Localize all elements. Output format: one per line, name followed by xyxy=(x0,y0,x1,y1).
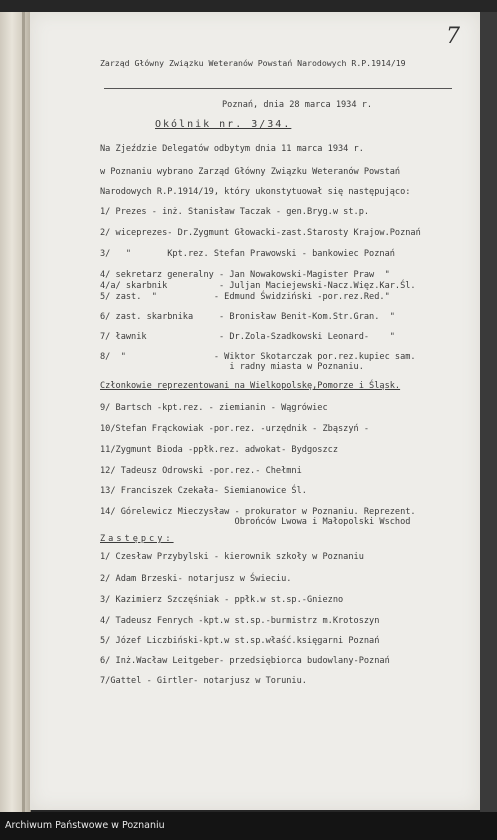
deputy-entry: 4/ Tadeusz Fenrych -kpt.w st.sp.-burmistrz m.Krotoszyn xyxy=(100,616,380,626)
board-entry: 2/ wiceprezes- Dr.Zygmunt Głowacki-zast.Starosty Krajow.Poznań xyxy=(100,228,421,238)
letterhead: Zarząd Główny Związku Weteranów Powstań Narodowych R.P.1914/19 xyxy=(100,58,406,68)
regional-entry: 14/ Górelewicz Mieczysław - prokurator w Poznaniu. Reprezent. xyxy=(100,507,416,517)
regional-entry-continuation: Obrońców Lwowa i Małopolski Wschod xyxy=(100,517,411,527)
date-line: Poznań, dnia 28 marca 1934 r. xyxy=(222,100,373,110)
deputy-entry: 6/ Inż.Wacław Leitgeber- przedsiębiorca budowlany-Poznań xyxy=(100,656,390,666)
board-entry: 4/ sekretarz generalny - Jan Nowakowski-Magister Praw " xyxy=(100,270,390,280)
regional-entry: 10/Stefan Frąckowiak -por.rez. -urzędnik - Zbąszyń - xyxy=(100,424,370,434)
binding-spine xyxy=(0,12,31,812)
circular-title: Okólnik nr. 3/34. xyxy=(155,119,292,130)
board-entry: 5/ zast. " - Edmund Świdziński -por.rez.Red." xyxy=(100,292,390,302)
regional-entry: 11/Zygmunt Bioda -ppłk.rez. adwokat- Bydgoszcz xyxy=(100,445,338,455)
board-entry: 6/ zast. skarbnika - Bronisław Benit-Kom.Str.Gran. " xyxy=(100,312,395,322)
regional-entry: 9/ Bartsch -kpt.rez. - ziemianin - Wągrówiec xyxy=(100,403,328,413)
deputy-entry: 7/Gattel - Girtler- notarjusz w Toruniu. xyxy=(100,676,307,686)
regional-entry: 13/ Franciszek Czekała- Siemianowice Śl. xyxy=(100,486,307,496)
intro-line: Narodowych R.P.1914/19, który ukonstytuował się następująco: xyxy=(100,187,411,197)
letterhead-rule xyxy=(104,88,452,89)
intro-line: Na Zjeździe Delegatów odbytym dnia 11 marca 1934 r. xyxy=(100,144,364,154)
board-entry-continuation: i radny miasta w Poznaniu. xyxy=(100,362,364,372)
regional-entry: 12/ Tadeusz Odrowski -por.rez.- Chełmni xyxy=(100,466,302,476)
deputy-entry: 5/ Józef Liczbiński-kpt.w st.sp.właść.księgarni Poznań xyxy=(100,636,380,646)
deputy-entry: 2/ Adam Brzeski- notarjusz w Świeciu. xyxy=(100,574,292,584)
board-entry: 4/a/ skarbnik - Juljan Maciejewski-Nacz.Więz.Kar.Śl. xyxy=(100,281,416,291)
binding-edge xyxy=(22,12,25,812)
intro-line: w Poznaniu wybrano Zarząd Główny Związku Weteranów Powstań xyxy=(100,167,401,177)
handwritten-page-number: 7 xyxy=(446,24,460,49)
archive-footer-bar xyxy=(0,812,497,840)
board-entry: 1/ Prezes - inż. Stanisław Taczak - gen.Bryg.w st.p. xyxy=(100,207,370,217)
deputy-entry: 3/ Kazimierz Szczęśniak - ppłk.w st.sp.-Gniezno xyxy=(100,595,344,605)
board-entry: 3/ " Kpt.rez. Stefan Prawowski - bankowiec Poznań xyxy=(100,249,395,259)
board-entry: 7/ ławnik - Dr.Zola-Szadkowski Leonard- " xyxy=(100,332,395,342)
regional-members-heading: Członkowie reprezentowani na Wielkopolskę,Pomorze i Śląsk. xyxy=(100,381,401,391)
scan-background-strip xyxy=(480,12,497,812)
board-entry: 8/ " - Wiktor Skotarczak por.rez.kupiec sam. xyxy=(100,352,416,362)
deputies-heading: Zastępcy: xyxy=(100,534,174,544)
deputy-entry: 1/ Czesław Przybylski - kierownik szkoły w Poznaniu xyxy=(100,552,364,562)
archive-credit: Archiwum Państwowe w Poznaniu xyxy=(5,820,165,831)
